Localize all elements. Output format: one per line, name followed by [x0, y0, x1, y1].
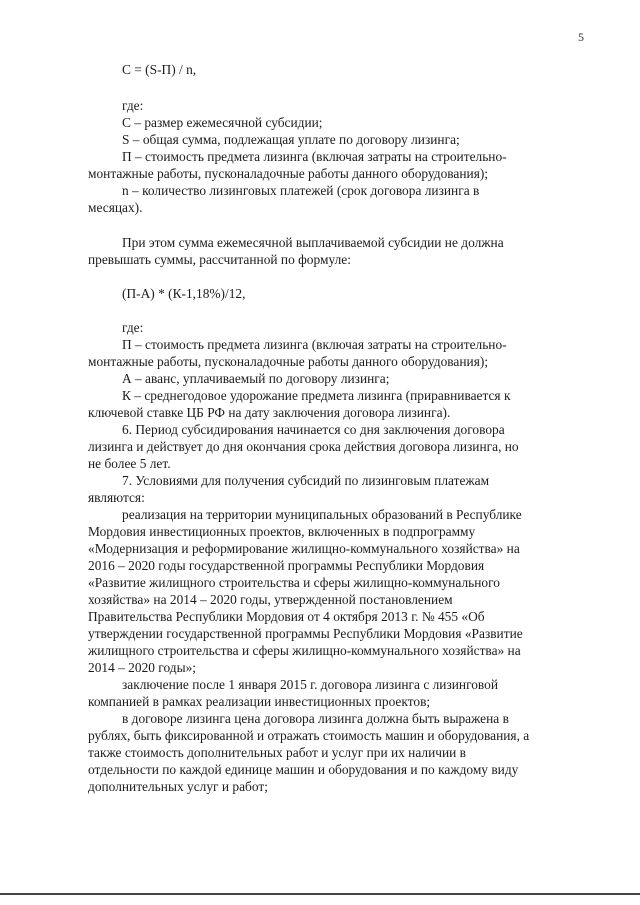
definition-p-2b: монтажные работы, пусконаладочные работы данного оборудования); — [88, 354, 489, 369]
paragraph-6-b: лизинга и действует до дня окончания срока действия договора лизинга, но — [88, 439, 519, 454]
definition-p-1b: монтажные работы, пусконаладочные работы данного оборудования); — [88, 166, 489, 181]
definition-a: А – аванс, уплачиваемый по договору лизинга; — [122, 371, 390, 386]
definition-p-2a: П – стоимость предмета лизинга (включая затраты на строительно- — [122, 337, 507, 352]
condition-3-line-1: в договоре лизинга цена договора лизинга должна быть выражена в — [122, 711, 509, 726]
condition-3-line-2: рублях, быть фиксированной и отражать стоимость машин и оборудования, а — [88, 728, 530, 743]
condition-1-line-8: утверждении государственной программы Республики Мордовия «Развитие — [88, 626, 523, 641]
condition-1-line-9: жилищного строительства и сферы жилищно-коммунального хозяйства» на — [88, 643, 521, 658]
condition-3-line-3: также стоимость дополнительных работ и услуг при их наличии в — [88, 745, 466, 760]
definition-c: С – размер ежемесячной субсидии; — [122, 115, 323, 130]
condition-1-line-6: хозяйства» на 2014 – 2020 годы, утвержденной постановлением — [88, 592, 453, 607]
paragraph-6-a: 6. Период субсидирования начинается со дня заключения договора — [122, 422, 505, 437]
definition-n-b: месяцах). — [88, 200, 143, 215]
definition-k-b: ключевой ставке ЦБ РФ на дату заключения договора лизинга). — [88, 405, 451, 420]
paragraph-7-a: 7. Условиями для получения субсидий по лизинговым платежам — [122, 473, 490, 488]
limit-text-b: превышать суммы, рассчитанной по формуле: — [88, 252, 351, 267]
condition-1-line-2: Мордовия инвестиционных проектов, включенных в подпрограмму — [88, 524, 476, 539]
scan-bottom-edge — [0, 893, 640, 895]
condition-1-line-7: Правительства Республики Мордовия от 4 октября 2013 г. № 455 «Об — [88, 609, 485, 624]
condition-1-line-1: реализация на территории муниципальных образований в Республике — [122, 507, 522, 522]
definition-k-a: К – среднегодовое удорожание предмета лизинга (приравнивается к — [122, 388, 511, 403]
condition-3-line-5: дополнительных услуг и работ; — [88, 779, 268, 794]
where-label-2: где: — [122, 320, 144, 335]
definition-s: S – общая сумма, подлежащая уплате по договору лизинга; — [122, 132, 460, 147]
paragraph-6-c: не более 5 лет. — [88, 456, 171, 471]
condition-2-line-2: компанией в рамках реализации инвестиционных проектов; — [88, 694, 431, 709]
definition-p-1a: П – стоимость предмета лизинга (включая затраты на строительно- — [122, 149, 507, 164]
page-number: 5 — [578, 30, 584, 44]
condition-3-line-4: отдельности по каждой единице машин и оборудования и по каждому виду — [88, 762, 519, 777]
condition-1-line-4: 2016 – 2020 годы государственной программы Республики Мордовия — [88, 558, 485, 573]
condition-1-line-10: 2014 – 2020 годы»; — [88, 660, 196, 675]
limit-text-a: При этом сумма ежемесячной выплачиваемой субсидии не должна — [122, 235, 504, 250]
formula-limit: (П-А) * (К-1,18%)/12, — [122, 286, 246, 301]
formula-subsidy: C = (S-П) / n, — [122, 62, 197, 77]
condition-1-line-3: «Модернизация и реформирование жилищно-коммунального хозяйства» на — [88, 541, 520, 556]
paragraph-7-b: являются: — [88, 490, 145, 505]
definition-n-a: n – количество лизинговых платежей (срок договора лизинга в — [122, 183, 480, 198]
where-label-1: где: — [122, 98, 144, 113]
condition-1-line-5: «Развитие жилищного строительства и сферы жилищно-коммунального — [88, 575, 500, 590]
condition-2-line-1: заключение после 1 января 2015 г. договора лизинга с лизинговой — [122, 677, 499, 692]
